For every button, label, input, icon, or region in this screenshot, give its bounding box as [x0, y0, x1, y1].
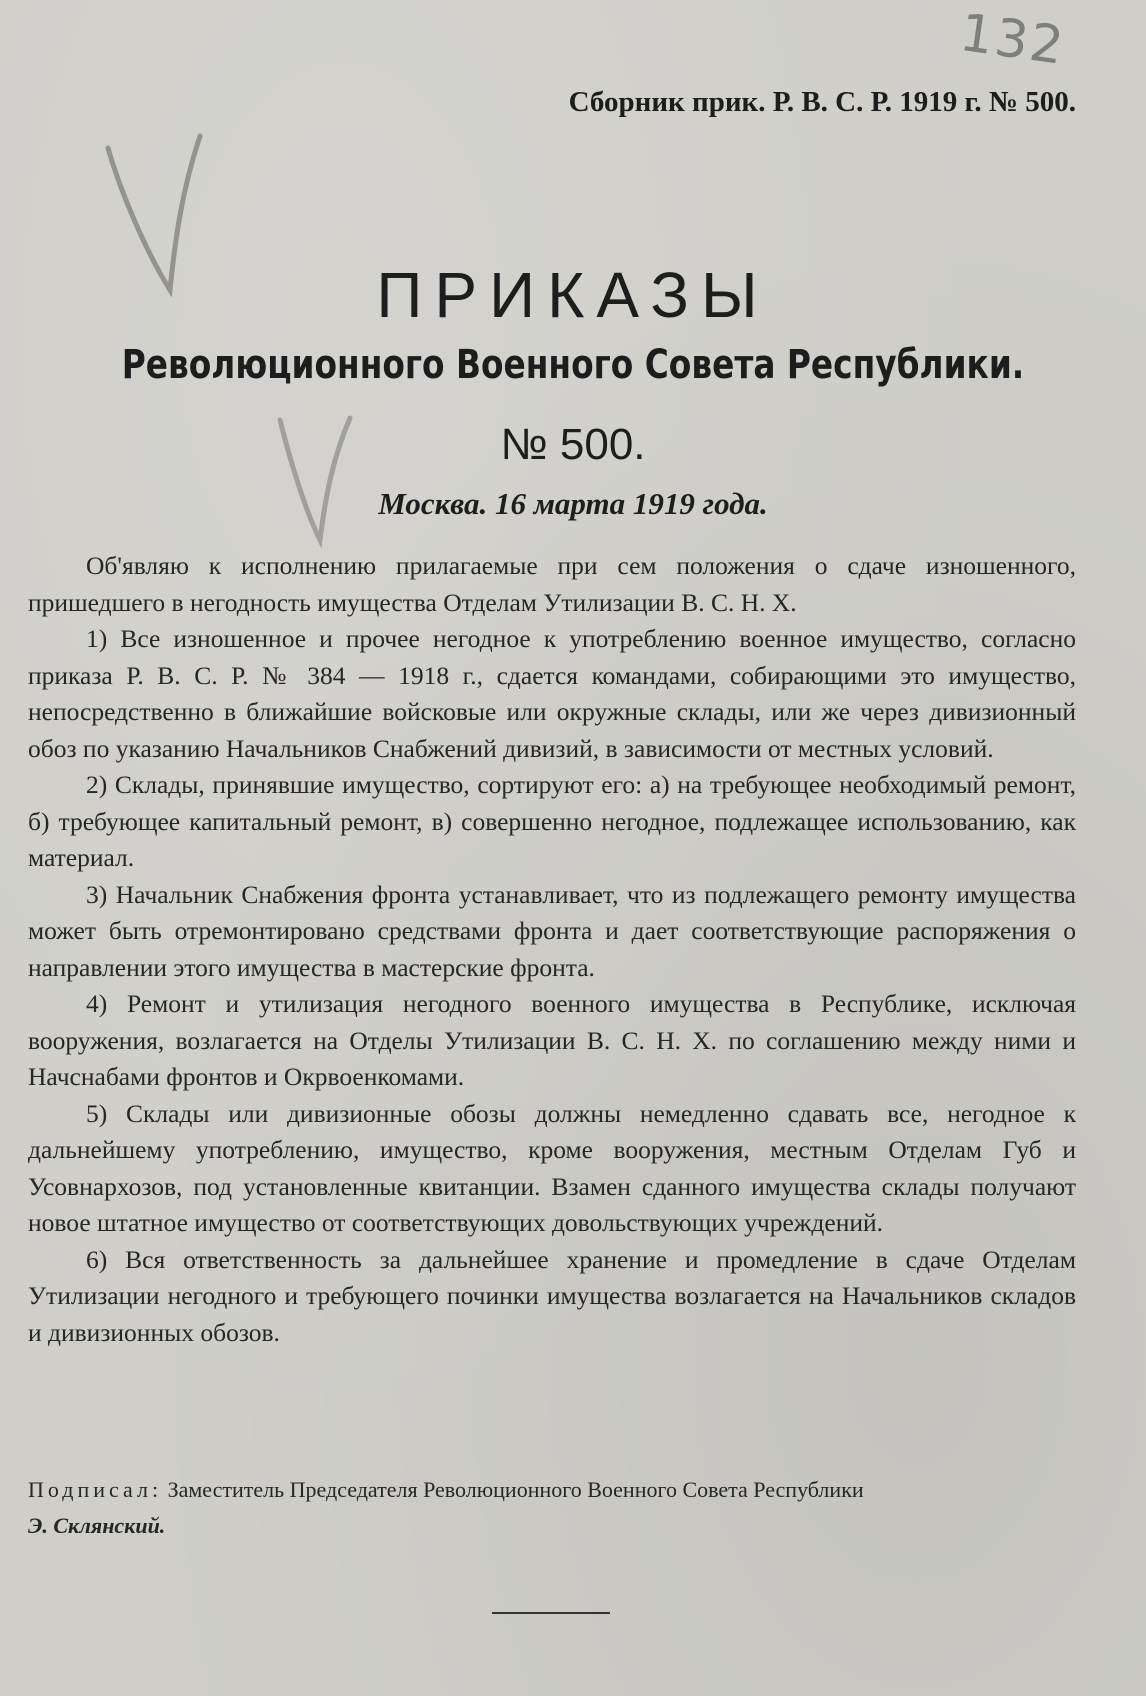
- signature-position: Заместитель Председателя Революционного Военного Совета Республики: [167, 1477, 864, 1502]
- paragraph-2: 2) Склады, принявшие имущество, сортируют его: а) на требующее необходимый ремонт, б) требующее капитальный ремонт, в) совершенно негодное, подлежащее использованию, как материал.: [28, 770, 1076, 872]
- paragraph-5: 5) Склады или дивизионные обозы должны немедленно сдавать все, негодное к дальнейшему употреблению, имущество, кроме вооружения, местным Отделам Губ и Усовнархозов, под установленные квитанции. Взамен сданного имущества склады получают новое штатное имущество от соответствующих довольствующих учреждений.: [28, 1098, 1076, 1237]
- collection-reference: Сборник прик. Р. В. С. Р. 1919 г. № 500.: [568, 86, 1076, 118]
- archive-number-handwritten: 132: [956, 2, 1069, 78]
- paragraph-4: 4) Ремонт и утилизация негодного военного имущества в Республике, исключая вооружения, возлагается на Отделы Утилизации В. С. Н. Х. по соглашению между ними и Начснабами фронтов и Окрвоенкомами.: [28, 989, 1076, 1091]
- place-and-date: Москва. 16 марта 1919 года.: [378, 486, 768, 521]
- document-body: [28, 548, 1076, 1351]
- closing-divider: [492, 1612, 610, 1614]
- paragraph-6: 6) Вся ответственность за дальнейшее хранение и промедление в сдаче Отделам Утилизации негодного и требующего починки имущества возлагается на Начальников складов и дивизионных обозов.: [28, 1244, 1076, 1347]
- paragraph-3: 3) Начальник Снабжения фронта устанавливает, что из подлежащего ремонту имущества может быть отремонтировано средствами фронта и дает соответствующие распоряжения о направлении этого имущества в мастерские фронта.: [28, 879, 1076, 982]
- signature-label: Подписал:: [28, 1477, 163, 1502]
- document-heading: ПРИКАЗЫ: [376, 259, 770, 331]
- paragraph-intro: Об'являю к исполнению прилагаемые при сем положения о сдаче изношенного, пришедшего в негодность имущества Отделам Утилизации В. С. Н. Х.: [28, 551, 1076, 617]
- order-number: № 500.: [500, 420, 646, 469]
- paragraph-1: 1) Все изношенное и прочее негодное к употреблению военное имущество, согласно приказа Р. В. С. Р. № 384 — 1918 г., сдается командами, собирающими это имущество, непосредственно в ближайшие войсковые или окружные склады, или же через дивизионный обоз по указанию Начальников Снабжений дивизий, в зависимости от местных условий.: [28, 624, 1076, 763]
- document-subheading: Революционного Военного Совета Республики.: [121, 342, 1025, 388]
- signature-block: [28, 1472, 1076, 1544]
- signer-name: Э. Склянский.: [28, 1513, 166, 1538]
